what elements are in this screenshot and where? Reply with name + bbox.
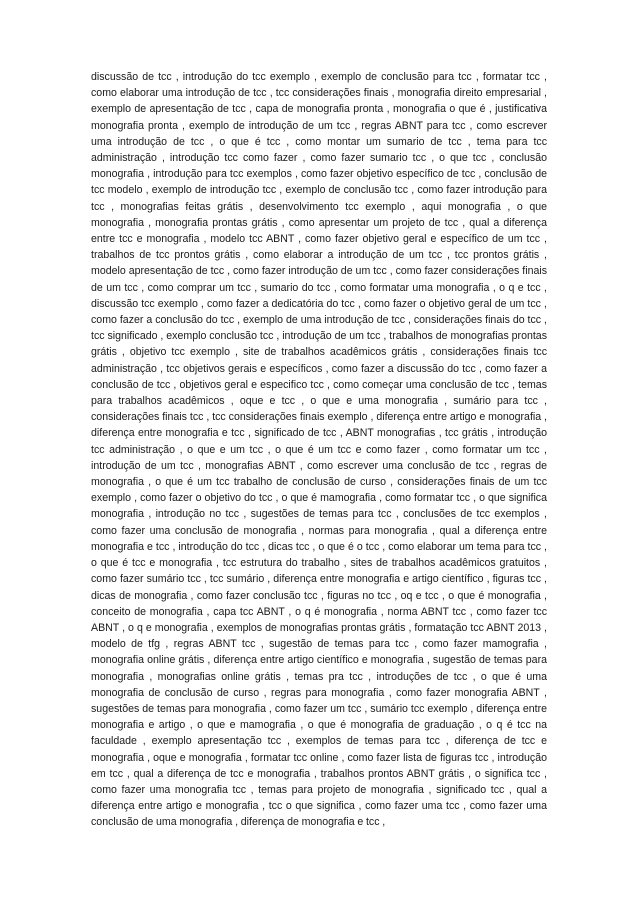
- body-text: discussão de tcc , introdução do tcc exemplo , exemplo de conclusão para tcc , formatar tcc , como elaborar uma introdução de tcc , tcc considerações finais , monografia direito empresarial , exemplo de apresentação de tcc , capa de monografia pronta , monografia o que é , justificativa monografia pronta , exemplo de introdução de um tcc , regras ABNT para tcc , como escrever uma introdução de tcc , o que é tcc , como montar um sumario de tcc , tema para tcc administração , introdução tcc como fazer , como fazer sumario tcc , o que tcc , conclusão monografia , introdução para tcc exemplos , como fazer objetivo específico de tcc , conclusão de tcc modelo , exemplo de introdução tcc , exemplo de conclusão tcc , como fazer introdução para tcc , monografias feitas grátis , desenvolvimento tcc exemplo , aqui monografia , o que monografia , monografia prontas grátis , como apresentar um projeto de tcc , qual a diferença entre tcc e monografia , modelo tcc ABNT , como fazer objetivo geral e específico de um tcc , trabalhos de tcc prontos grátis , como elaborar a introdução de um tcc , tcc prontos grátis , modelo apresentação de tcc , como fazer introdução de um tcc , como fazer considerações finais de um tcc , como comprar um tcc , sumario do tcc , como formatar uma monografia , o q e tcc , discussão tcc exemplo , como fazer a dedicatória do tcc , como fazer o objetivo geral de um tcc , como fazer a conclusão do tcc , exemplo de uma introdução de tcc , considerações finais do tcc , tcc significado , exemplo conclusão tcc , introdução de um tcc , trabalhos de monografias prontas grátis , objetivo tcc exemplo , site de trabalhos acadêmicos grátis , considerações finais tcc administração , tcc objetivos gerais e específicos , como fazer a discussão do tcc , como fazer a conclusão de tcc , objetivos geral e especifico tcc , como começar uma conclusão de tcc , temas para trabalhos acadêmicos , oque e tcc , o que e uma monografia , sumário para tcc , considerações finais tcc , tcc considerações finais exemplo , diferença entre artigo e monografia , diferença entre monografia e tcc , significado de tcc , ABNT monografias , tcc grátis , introdução tcc administração , o que e um tcc , o que é um tcc e como fazer , como formatar um tcc , introdução de um tcc , monografias ABNT , como escrever uma conclusão de tcc , regras de monografia , o que é um tcc trabalho de conclusão de curso , considerações finais de um tcc exemplo , como fazer o objetivo do tcc , o que é mamografia , como formatar tcc , o que significa monografia , introdução no tcc , sugestões de temas para tcc , conclusões de tcc exemplos , como fazer uma conclusão de monografia , normas para monografia , qual a diferença entre monografia e tcc , introdução do tcc , dicas tcc , o que é o tcc , como elaborar um tema para tcc , o que é tcc e monografia , tcc estrutura do trabalho , sites de trabalhos acadêmicos gratuitos , como fazer sumário tcc , tcc sumário , diferença entre monografia e artigo científico , figuras tcc , dicas de monografia , como fazer conclusão tcc , figuras no tcc , oq e tcc , o que é monografia , conceito de monografia , capa tcc ABNT , o q é monografia , norma ABNT tcc , como fazer tcc ABNT , o q e monografia , exemplos de monografias prontas grátis , formatação tcc ABNT 2013 , modelo de tfg , regras ABNT tcc , sugestão de temas para tcc , como fazer mamografia , monografia online grátis , diferença entre artigo científico e monografia , sugestão de temas para monografia , monografias online grátis , temas pra tcc , introduções de tcc , o que é uma monografia de conclusão de curso , regras para monografia , como fazer monografia ABNT , sugestões de temas para monografia , como fazer um tcc , sumário tcc exemplo , diferença entre monografia e artigo , o que e mamografia , o que é monografia de graduação , o q é tcc na faculdade , exemplo apresentação tcc , exemplos de temas para tcc , diferença de tcc e monografia , oque e monografia , formatar tcc online , como fazer lista de figuras tcc , introdução em tcc , qual a diferença de tcc e monografia , trabalhos prontos ABNT grátis , o significa tcc , como fazer uma monografia tcc , temas para projeto de monografia , significado tcc , qual a diferença entre artigo e monografia , tcc o que significa , como fazer uma tcc , como fazer uma conclusão de uma monografia , diferença de monografia e tcc ,: [91, 71, 547, 829]
